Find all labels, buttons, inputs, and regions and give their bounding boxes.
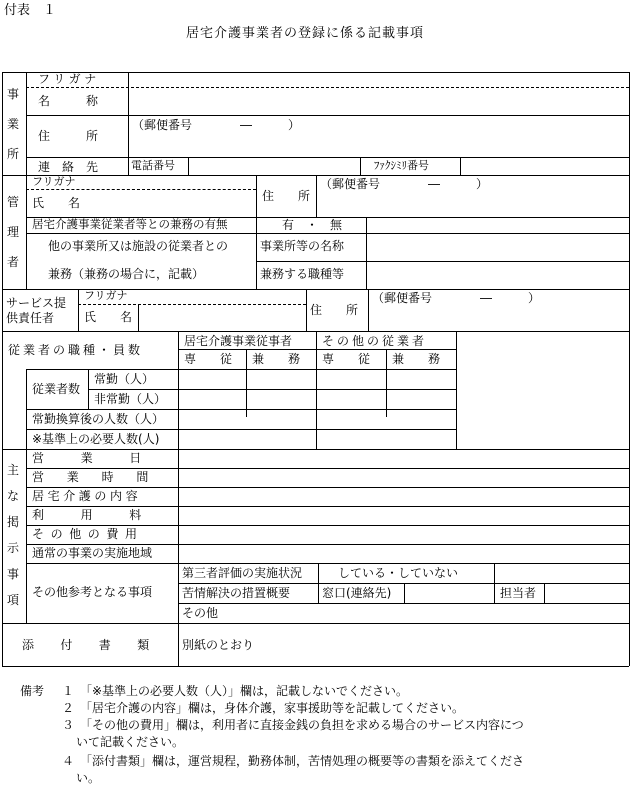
office-address-label: 住 所 <box>38 129 99 143</box>
concurrent-duty-value: 有 ・ 無 <box>282 218 343 232</box>
third-party-eval-value: している・していない <box>338 566 459 580</box>
manager-name-label: 氏 名 <box>32 196 81 210</box>
page-title: 居宅介護事業者の登録に係る記載事項 <box>186 26 425 41</box>
complaint-window-label: 窓口(連絡先) <box>322 586 392 600</box>
fee-label: 利 用 料 <box>32 508 146 522</box>
notes-heading: 備考 <box>20 684 45 698</box>
home-care-staff-column: 居宅介護事業従事者 <box>184 334 293 348</box>
other-office-label-2: 兼務（兼務の場合に，記載） <box>48 267 205 281</box>
note-1: １ 「※基準上の必要人数（人）」欄は，記載しないでください。 <box>62 684 409 698</box>
manager-address-label: 住 所 <box>262 189 311 203</box>
office-name-label: 名 称 <box>38 94 99 108</box>
regular-staff-label: 常勤（人） <box>94 372 155 386</box>
office-contact-label: 連 絡 先 <box>38 160 99 174</box>
concurrent-duty-label: 居宅介護事業従業者等との兼務の有無 <box>32 217 228 231</box>
other-full-time: 専 従 <box>322 352 371 366</box>
others-label: その他 <box>182 606 219 620</box>
business-hours-label: 営 業 時 間 <box>32 470 154 484</box>
attachments-label: 添 付 書 類 <box>22 638 157 652</box>
manager-postal-code: （郵便番号 ― ） <box>320 177 489 191</box>
complaint-label: 苦情解決の措置概要 <box>182 586 291 600</box>
staff-header-label: 従業者の職種・員数 <box>8 343 144 357</box>
office-fax-label: ﾌｧｸｼﾐﾘ番号 <box>374 159 429 172</box>
business-days-label: 営 業 日 <box>32 451 146 465</box>
required-count-label: ※基準上の必要人数(人) <box>32 432 160 446</box>
other-fee-label: その他の費用 <box>32 527 144 541</box>
service-area-label: 通常の事業の実施地域 <box>32 546 153 560</box>
home-care-concurrent: 兼 務 <box>252 352 301 366</box>
service-manager-address-label: 住 所 <box>310 303 359 317</box>
other-staff-column: その他の従業者 <box>322 334 428 348</box>
service-manager-postal-code: （郵便番号 ― ） <box>372 291 541 305</box>
other-office-label-1: 他の事業所又は施設の従業者との <box>48 239 229 253</box>
note-3a: ３ 「その他の費用」欄は，利用者に直接金銭の負担を求める場合のサービス内容につ <box>62 718 524 732</box>
service-manager-name-label: 氏 名 <box>84 310 133 324</box>
form-tag: 付表 １ <box>4 3 57 18</box>
staff-count-label: 従業者数 <box>32 382 81 396</box>
note-3b: いて記載ください。 <box>76 735 185 749</box>
person-in-charge-label: 担当者 <box>500 586 537 600</box>
note-4a: ４ 「添付書類」欄は，運営規程，勤務体制，苦情処理の概要等の書類を添えてくださ <box>62 754 525 768</box>
service-manager-label-2: 供責任者 <box>6 311 55 325</box>
manager-furigana-label: フリガナ <box>32 175 76 188</box>
other-office-job-label: 兼務する職種等 <box>260 267 345 281</box>
fte-count-label: 常勤換算後の人数（人） <box>32 412 165 426</box>
office-furigana-label: フリガナ <box>38 72 100 86</box>
note-4b: い。 <box>76 771 101 785</box>
attachments-value: 別紙のとおり <box>182 638 255 652</box>
non-regular-staff-label: 非常勤（人） <box>94 392 167 406</box>
other-concurrent: 兼 務 <box>392 352 441 366</box>
care-content-label: 居宅介護の内容 <box>32 489 142 503</box>
note-2: ２ 「居宅介護の内容」欄は，身体介護，家事援助等を記載してください。 <box>62 701 465 715</box>
reference-items-label: その他参考となる事項 <box>32 585 153 599</box>
office-postal-code: （郵便番号 ― ） <box>132 118 301 132</box>
other-office-name-label: 事業所等の名称 <box>260 239 345 253</box>
service-manager-label-1: サービス提 <box>6 296 67 310</box>
home-care-full-time: 専 従 <box>184 352 233 366</box>
office-phone-label: 電話番号 <box>131 159 175 172</box>
service-manager-furigana-label: フリガナ <box>84 289 128 302</box>
third-party-eval-label: 第三者評価の実施状況 <box>182 566 303 580</box>
